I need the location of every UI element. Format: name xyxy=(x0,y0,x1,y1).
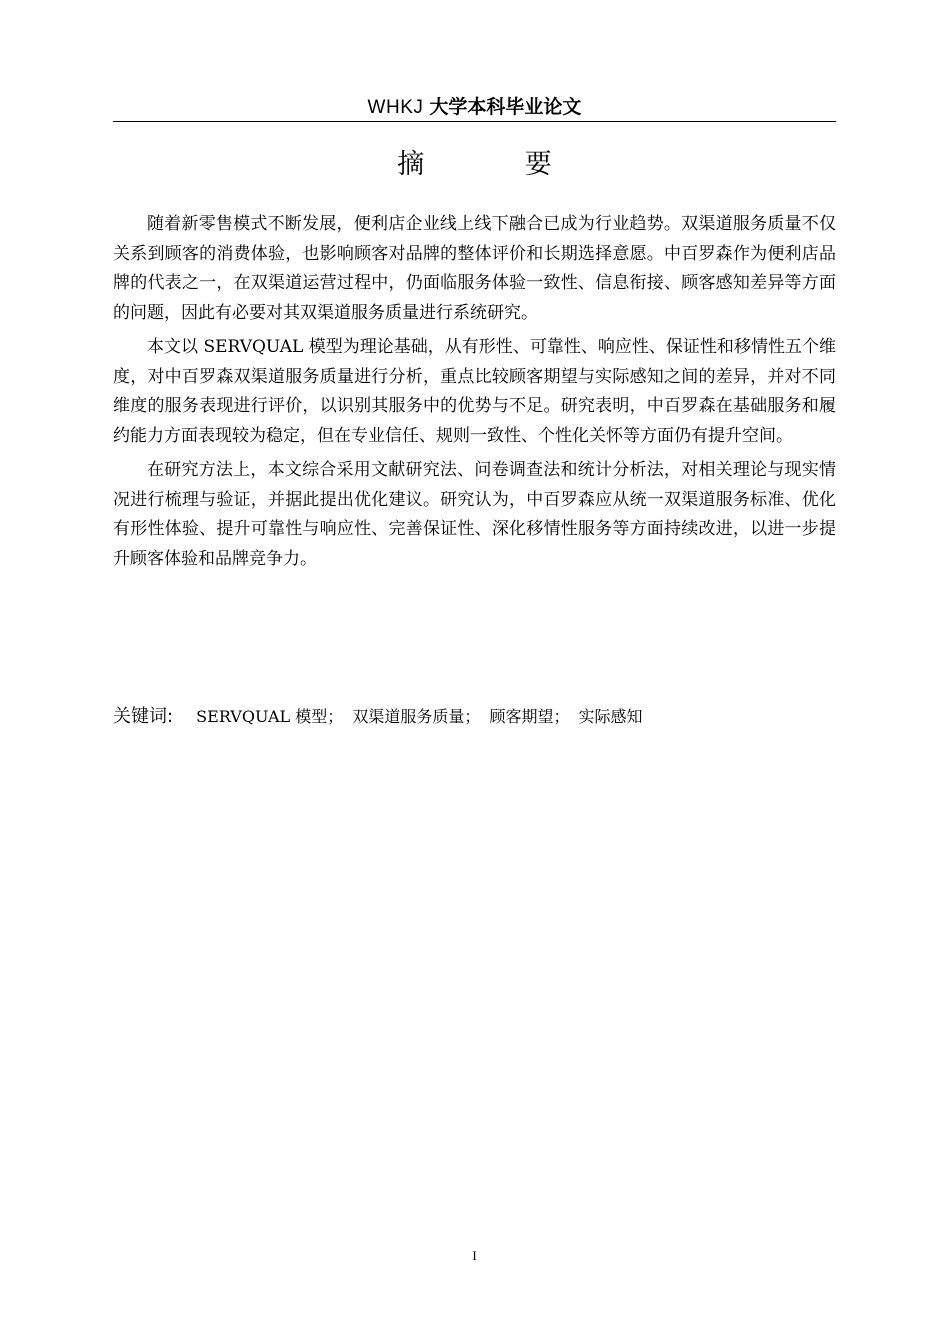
abstract-paragraph-2: 本文以 SERVQUAL 模型为理论基础，从有形性、可靠性、响应性、保证性和移情性五个维度，对中百罗森双渠道服务质量进行分析，重点比较顾客期望与实际感知之间的差异，并对不同维度的服务表现进行评价，以识别其服务中的优势与不足。研究表明，中百罗森在基础服务和履约能力方面表现较为稳定，但在专业信任、规则一致性、个性化关怀等方面仍有提升空间。 xyxy=(113,337,836,446)
abstract-paragraph-3: 在研究方法上，本文综合采用文献研究法、问卷调查法和统计分析法，对相关理论与现实情况进行梳理与验证，并据此提出优化建议。研究认为，中百罗森应从统一双渠道服务标准、优化有形性体验、提升可靠性与响应性、完善保证性、深化移情性服务等方面持续改进，以进一步提升顾客体验和品牌竞争力。 xyxy=(113,460,836,569)
keyword-4: 实际感知 xyxy=(578,707,643,726)
keyword-2: 双渠道服务质量； xyxy=(352,707,481,726)
keyword-3: 顾客期望； xyxy=(489,707,570,726)
keyword-1: SERVQUAL 模型； xyxy=(196,707,344,726)
abstract-body xyxy=(113,210,836,579)
running-header xyxy=(113,94,836,120)
abstract-paragraph-1: 随着新零售模式不断发展，便利店企业线上线下融合已成为行业趋势。双渠道服务质量不仅关系到顾客的消费体验，也影响顾客对品牌的整体评价和长期选择意愿。中百罗森作为便利店品牌的代表之一，在双渠道运营过程中，仍面临服务体验一致性、信息衔接、顾客感知差异等方面的问题，因此有必要对其双渠道服务质量进行系统研究。 xyxy=(113,214,836,323)
keywords-line xyxy=(113,703,836,731)
page-number: I xyxy=(472,1248,477,1263)
keywords-label: 关键词: xyxy=(113,706,174,727)
header-school-code: WHKJ xyxy=(367,97,424,118)
header-thesis-label: 大学本科毕业论文 xyxy=(429,96,582,118)
header-rule xyxy=(113,121,836,122)
abstract-title: 摘 要 xyxy=(397,149,598,180)
